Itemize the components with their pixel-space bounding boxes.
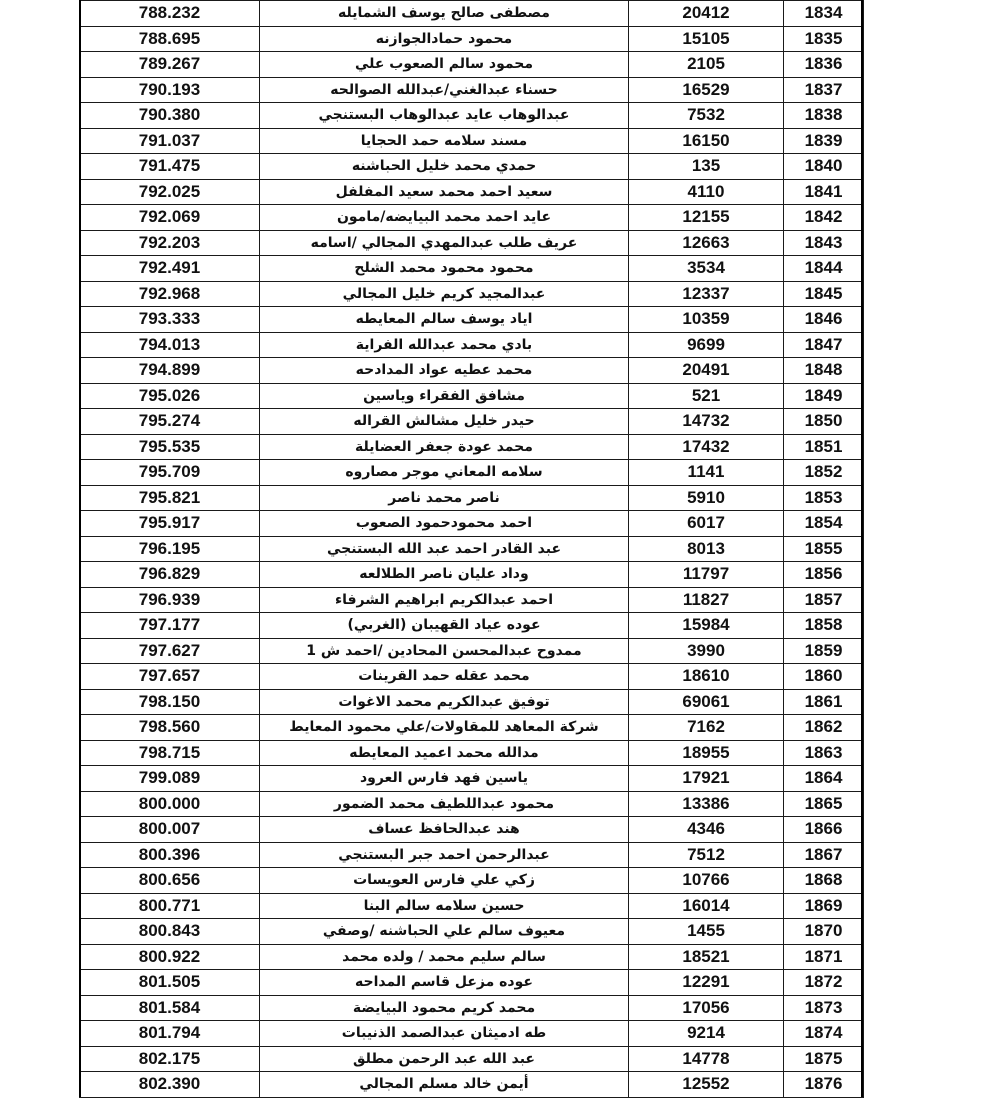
- name-cell: هند عبدالحافظ عساف: [260, 817, 629, 843]
- name-cell: حسناء عبدالغني/عبدالله الصوالحه: [260, 77, 629, 103]
- sequence-cell: 1859: [784, 638, 864, 664]
- table-row: [80, 893, 864, 919]
- value-cell: 794.899: [80, 358, 260, 384]
- name-cell: حمدي محمد خليل الحباشنه: [260, 154, 629, 180]
- id-cell: 18955: [629, 740, 784, 766]
- table-row: [80, 77, 864, 103]
- sequence-cell: 1871: [784, 944, 864, 970]
- name-cell: سلامه المعاني موجر مصاروه: [260, 460, 629, 486]
- sequence-cell: 1865: [784, 791, 864, 817]
- id-cell: 17432: [629, 434, 784, 460]
- sequence-cell: 1842: [784, 205, 864, 231]
- value-cell: 795.026: [80, 383, 260, 409]
- value-cell: 800.000: [80, 791, 260, 817]
- id-cell: 9699: [629, 332, 784, 358]
- id-cell: 13386: [629, 791, 784, 817]
- name-cell: أيمن خالد مسلم المجالي: [260, 1072, 629, 1098]
- id-cell: 521: [629, 383, 784, 409]
- sequence-cell: 1843: [784, 230, 864, 256]
- value-cell: 801.584: [80, 995, 260, 1021]
- value-cell: 802.175: [80, 1046, 260, 1072]
- name-cell: عوده مزعل قاسم المداحه: [260, 970, 629, 996]
- table-row: [80, 1, 864, 27]
- name-cell: مدالله محمد اعميد المعايطه: [260, 740, 629, 766]
- value-cell: 792.491: [80, 256, 260, 282]
- table-row: [80, 740, 864, 766]
- sequence-cell: 1838: [784, 103, 864, 129]
- id-cell: 6017: [629, 511, 784, 537]
- value-cell: 796.939: [80, 587, 260, 613]
- table-row: [80, 205, 864, 231]
- sequence-cell: 1876: [784, 1072, 864, 1098]
- table-row: [80, 562, 864, 588]
- sequence-cell: 1862: [784, 715, 864, 741]
- name-cell: احمد عبدالكريم ابراهيم الشرفاء: [260, 587, 629, 613]
- name-cell: احمد محمودحمود الصعوب: [260, 511, 629, 537]
- value-cell: 801.794: [80, 1021, 260, 1047]
- sequence-cell: 1840: [784, 154, 864, 180]
- name-cell: مسند سلامه حمد الحجايا: [260, 128, 629, 154]
- value-cell: 795.274: [80, 409, 260, 435]
- name-cell: ياسين فهد فارس العرود: [260, 766, 629, 792]
- id-cell: 20412: [629, 1, 784, 27]
- value-cell: 789.267: [80, 52, 260, 78]
- name-cell: محمود عبداللطيف محمد الضمور: [260, 791, 629, 817]
- value-cell: 801.505: [80, 970, 260, 996]
- table-row: [80, 715, 864, 741]
- sequence-cell: 1867: [784, 842, 864, 868]
- id-cell: 16014: [629, 893, 784, 919]
- name-cell: مشافق الفقراء وياسين: [260, 383, 629, 409]
- sequence-cell: 1848: [784, 358, 864, 384]
- name-cell: سعيد احمد محمد سعيد المفلفل: [260, 179, 629, 205]
- id-cell: 12552: [629, 1072, 784, 1098]
- sequence-cell: 1860: [784, 664, 864, 690]
- id-cell: 7162: [629, 715, 784, 741]
- name-cell: محمد عقله حمد القرينات: [260, 664, 629, 690]
- name-cell: حيدر خليل مشالش القراله: [260, 409, 629, 435]
- table-row: [80, 995, 864, 1021]
- id-cell: 16150: [629, 128, 784, 154]
- sequence-cell: 1864: [784, 766, 864, 792]
- table-row: [80, 766, 864, 792]
- table-row: [80, 944, 864, 970]
- id-cell: 3990: [629, 638, 784, 664]
- name-cell: محمد كريم محمود البيايضة: [260, 995, 629, 1021]
- table-row: [80, 332, 864, 358]
- sequence-cell: 1846: [784, 307, 864, 333]
- sequence-cell: 1844: [784, 256, 864, 282]
- sequence-cell: 1852: [784, 460, 864, 486]
- id-cell: 7532: [629, 103, 784, 129]
- value-cell: 802.390: [80, 1072, 260, 1098]
- id-cell: 135: [629, 154, 784, 180]
- data-table: [79, 0, 864, 1098]
- value-cell: 795.709: [80, 460, 260, 486]
- name-cell: عايد احمد محمد البيايضه/مامون: [260, 205, 629, 231]
- value-cell: 798.560: [80, 715, 260, 741]
- name-cell: اياد يوسف سالم المعايطه: [260, 307, 629, 333]
- sequence-cell: 1868: [784, 868, 864, 894]
- id-cell: 12155: [629, 205, 784, 231]
- name-cell: ناصر محمد ناصر: [260, 485, 629, 511]
- sequence-cell: 1872: [784, 970, 864, 996]
- table-row: [80, 638, 864, 664]
- sequence-cell: 1839: [784, 128, 864, 154]
- id-cell: 11797: [629, 562, 784, 588]
- sequence-cell: 1870: [784, 919, 864, 945]
- table-row: [80, 434, 864, 460]
- id-cell: 15984: [629, 613, 784, 639]
- data-table-container: [79, 0, 863, 1098]
- value-cell: 791.475: [80, 154, 260, 180]
- value-cell: 800.922: [80, 944, 260, 970]
- id-cell: 3534: [629, 256, 784, 282]
- value-cell: 799.089: [80, 766, 260, 792]
- sequence-cell: 1837: [784, 77, 864, 103]
- id-cell: 5910: [629, 485, 784, 511]
- table-row: [80, 817, 864, 843]
- table-row: [80, 511, 864, 537]
- table-row: [80, 842, 864, 868]
- name-cell: عبدالوهاب عايد عبدالوهاب البستنجي: [260, 103, 629, 129]
- table-row: [80, 919, 864, 945]
- table-row: [80, 587, 864, 613]
- id-cell: 8013: [629, 536, 784, 562]
- name-cell: عبد القادر احمد عبد الله البستنجي: [260, 536, 629, 562]
- sequence-cell: 1845: [784, 281, 864, 307]
- value-cell: 791.037: [80, 128, 260, 154]
- table-row: [80, 307, 864, 333]
- id-cell: 1455: [629, 919, 784, 945]
- name-cell: محمود سالم الصعوب علي: [260, 52, 629, 78]
- table-row: [80, 1072, 864, 1098]
- value-cell: 797.657: [80, 664, 260, 690]
- id-cell: 17921: [629, 766, 784, 792]
- id-cell: 69061: [629, 689, 784, 715]
- id-cell: 9214: [629, 1021, 784, 1047]
- value-cell: 795.821: [80, 485, 260, 511]
- id-cell: 17056: [629, 995, 784, 1021]
- id-cell: 4110: [629, 179, 784, 205]
- value-cell: 795.535: [80, 434, 260, 460]
- id-cell: 12663: [629, 230, 784, 256]
- name-cell: عبدالرحمن احمد جبر البستنجي: [260, 842, 629, 868]
- table-row: [80, 383, 864, 409]
- table-row: [80, 613, 864, 639]
- name-cell: محمود حمادالجوازنه: [260, 26, 629, 52]
- table-row: [80, 154, 864, 180]
- table-row: [80, 868, 864, 894]
- sequence-cell: 1853: [784, 485, 864, 511]
- value-cell: 792.025: [80, 179, 260, 205]
- id-cell: 10359: [629, 307, 784, 333]
- value-cell: 798.150: [80, 689, 260, 715]
- sequence-cell: 1850: [784, 409, 864, 435]
- name-cell: شركة المعاهد للمقاولات/علي محمود المعايط: [260, 715, 629, 741]
- value-cell: 800.007: [80, 817, 260, 843]
- name-cell: عبدالمجيد كريم خليل المجالي: [260, 281, 629, 307]
- table-row: [80, 485, 864, 511]
- name-cell: بادي محمد عبدالله الفراية: [260, 332, 629, 358]
- name-cell: محمد عطيه عواد المدادحه: [260, 358, 629, 384]
- sequence-cell: 1855: [784, 536, 864, 562]
- table-row: [80, 256, 864, 282]
- table-row: [80, 970, 864, 996]
- name-cell: سالم سليم محمد / ولده محمد: [260, 944, 629, 970]
- name-cell: زكي علي فارس العويسات: [260, 868, 629, 894]
- value-cell: 793.333: [80, 307, 260, 333]
- value-cell: 792.203: [80, 230, 260, 256]
- sequence-cell: 1856: [784, 562, 864, 588]
- table-row: [80, 103, 864, 129]
- sequence-cell: 1836: [784, 52, 864, 78]
- value-cell: 792.968: [80, 281, 260, 307]
- value-cell: 798.715: [80, 740, 260, 766]
- name-cell: محمد عودة جعفر العضايلة: [260, 434, 629, 460]
- name-cell: توفيق عبدالكريم محمد الاغوات: [260, 689, 629, 715]
- table-row: [80, 409, 864, 435]
- id-cell: 10766: [629, 868, 784, 894]
- sequence-cell: 1847: [784, 332, 864, 358]
- value-cell: 790.193: [80, 77, 260, 103]
- value-cell: 790.380: [80, 103, 260, 129]
- sequence-cell: 1834: [784, 1, 864, 27]
- sequence-cell: 1851: [784, 434, 864, 460]
- sequence-cell: 1858: [784, 613, 864, 639]
- value-cell: 800.843: [80, 919, 260, 945]
- sequence-cell: 1841: [784, 179, 864, 205]
- table-row: [80, 281, 864, 307]
- table-row: [80, 536, 864, 562]
- id-cell: 18521: [629, 944, 784, 970]
- sequence-cell: 1863: [784, 740, 864, 766]
- table-row: [80, 128, 864, 154]
- value-cell: 788.695: [80, 26, 260, 52]
- value-cell: 795.917: [80, 511, 260, 537]
- table-body: [80, 1, 864, 1098]
- id-cell: 11827: [629, 587, 784, 613]
- name-cell: عريف طلب عبدالمهدي المجالي /اسامه: [260, 230, 629, 256]
- id-cell: 2105: [629, 52, 784, 78]
- sequence-cell: 1866: [784, 817, 864, 843]
- sequence-cell: 1874: [784, 1021, 864, 1047]
- sequence-cell: 1875: [784, 1046, 864, 1072]
- value-cell: 788.232: [80, 1, 260, 27]
- table-row: [80, 26, 864, 52]
- table-row: [80, 52, 864, 78]
- sequence-cell: 1849: [784, 383, 864, 409]
- id-cell: 15105: [629, 26, 784, 52]
- id-cell: 20491: [629, 358, 784, 384]
- value-cell: 800.396: [80, 842, 260, 868]
- id-cell: 14778: [629, 1046, 784, 1072]
- value-cell: 796.195: [80, 536, 260, 562]
- sequence-cell: 1857: [784, 587, 864, 613]
- table-row: [80, 460, 864, 486]
- table-row: [80, 179, 864, 205]
- value-cell: 800.656: [80, 868, 260, 894]
- value-cell: 797.177: [80, 613, 260, 639]
- table-row: [80, 689, 864, 715]
- table-row: [80, 1046, 864, 1072]
- name-cell: عبد الله عبد الرحمن مطلق: [260, 1046, 629, 1072]
- table-row: [80, 791, 864, 817]
- value-cell: 792.069: [80, 205, 260, 231]
- name-cell: معيوف سالم علي الحباشنه /وصفي: [260, 919, 629, 945]
- name-cell: وداد عليان ناصر الطلالعه: [260, 562, 629, 588]
- value-cell: 797.627: [80, 638, 260, 664]
- sequence-cell: 1854: [784, 511, 864, 537]
- table-row: [80, 358, 864, 384]
- sequence-cell: 1861: [784, 689, 864, 715]
- id-cell: 12337: [629, 281, 784, 307]
- table-row: [80, 230, 864, 256]
- id-cell: 16529: [629, 77, 784, 103]
- sequence-cell: 1869: [784, 893, 864, 919]
- name-cell: حسين سلامه سالم البنا: [260, 893, 629, 919]
- value-cell: 800.771: [80, 893, 260, 919]
- table-row: [80, 1021, 864, 1047]
- sequence-cell: 1835: [784, 26, 864, 52]
- name-cell: محمود محمود محمد الشلح: [260, 256, 629, 282]
- name-cell: مصطفى صالح يوسف الشمايله: [260, 1, 629, 27]
- id-cell: 4346: [629, 817, 784, 843]
- name-cell: عوده عياد القهيبان (الغربي): [260, 613, 629, 639]
- id-cell: 14732: [629, 409, 784, 435]
- table-row: [80, 664, 864, 690]
- name-cell: ممدوح عبدالمحسن المحادين /احمد ش 1: [260, 638, 629, 664]
- id-cell: 12291: [629, 970, 784, 996]
- id-cell: 7512: [629, 842, 784, 868]
- value-cell: 796.829: [80, 562, 260, 588]
- id-cell: 18610: [629, 664, 784, 690]
- id-cell: 1141: [629, 460, 784, 486]
- name-cell: طه ادميثان عبدالصمد الذنيبات: [260, 1021, 629, 1047]
- sequence-cell: 1873: [784, 995, 864, 1021]
- value-cell: 794.013: [80, 332, 260, 358]
